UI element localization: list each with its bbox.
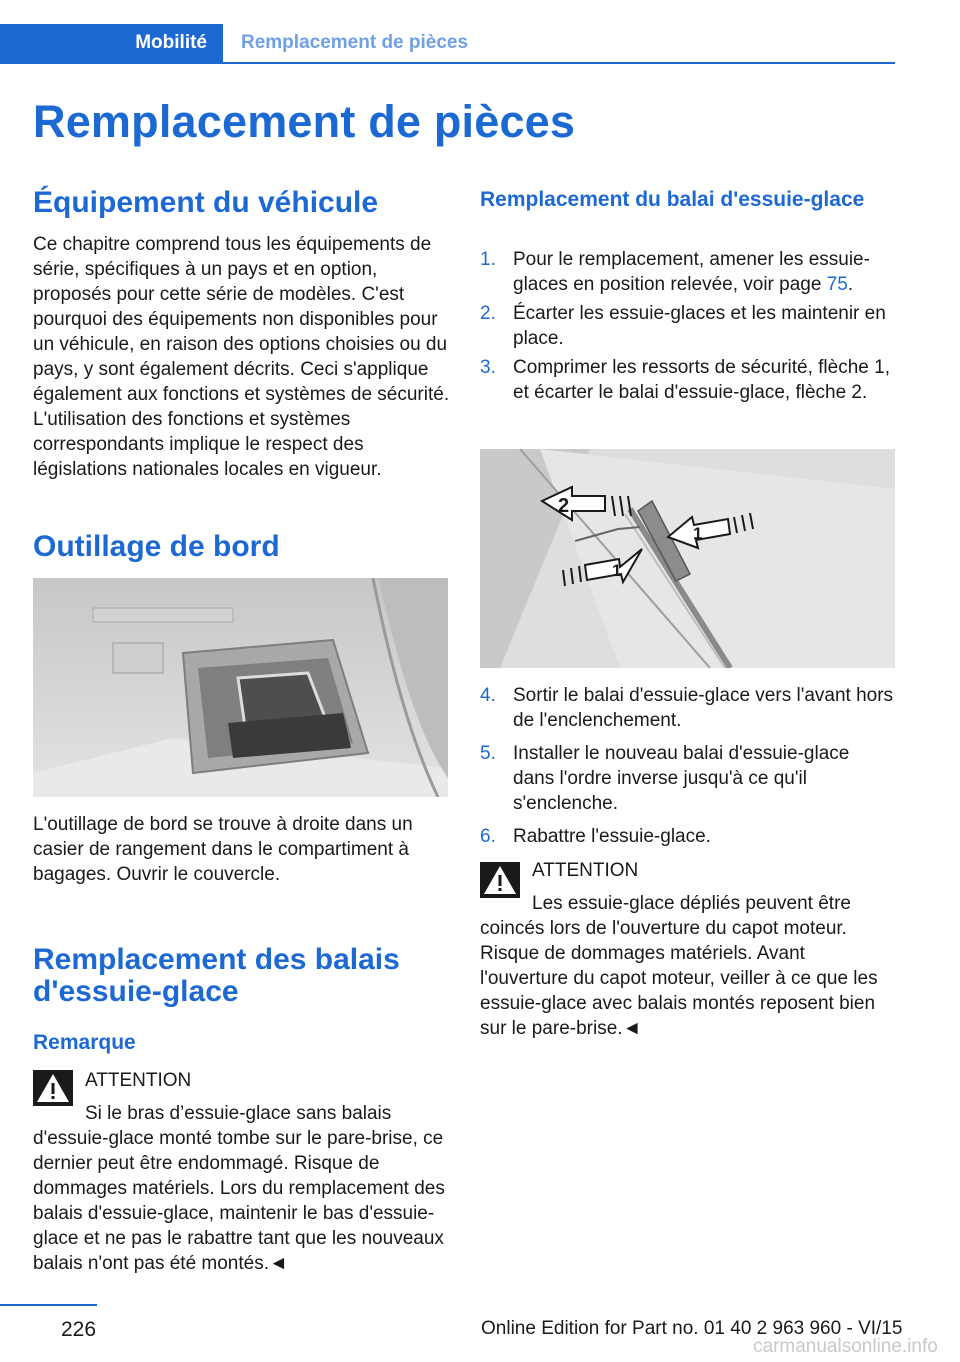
tools-text: L'outillage de bord se trouve à droite dans un casier de rangement dans le compartiment à bagages. Ouvrir le couvercle. [33, 814, 413, 885]
step-text-end: . [847, 274, 854, 295]
remark-heading: Remarque [33, 1031, 136, 1054]
section-tab[interactable]: Mobilité [0, 24, 223, 62]
chapter-tab[interactable]: Remplacement de pièces [241, 32, 469, 53]
equip-text: Ce chapitre comprend tous les équipements de série, spécifiques à un pays et en option, proposés pour cette série de modèles. C'est pourquoi des équipements non disponibles pour un véhicule, en raison des options choisies ou du pays, y sont également décrits. Ceci s'applique également aux fonctions et systèmes de sécurité. L'utilisation des fonctions et systèmes correspondants implique le respect des législations nationales locales en vigueur. [33, 234, 450, 480]
warning-title: ATTENTION [85, 1070, 192, 1091]
tools-heading: Outillage de bord [33, 530, 280, 563]
page-number: 226 [61, 1318, 97, 1341]
list-item [480, 247, 895, 297]
step-number: 1. [480, 249, 496, 270]
step-number: 5. [480, 743, 496, 764]
list-item [480, 683, 895, 733]
tool-compartment-figure [33, 578, 448, 797]
footer-rule [0, 1304, 97, 1306]
arrow-label-2: 2 [558, 495, 570, 517]
step-number: 6. [480, 826, 496, 847]
list-item [480, 301, 895, 351]
list-item [480, 355, 895, 405]
watermark: carmanualsonline.info [753, 1336, 938, 1357]
step-number: 4. [480, 685, 496, 706]
wiper-blade-heading: Remplacement du balai d'essuie-glace [480, 188, 865, 211]
wiper-blade-figure [480, 449, 895, 668]
step-text: Comprimer les ressorts de sécurité, flèche 1, et écarter le balai d'essuie-glace, flèche 2. [513, 357, 890, 403]
tool-compartment-illustration [33, 578, 448, 797]
step-text: Installer le nouveau balai d'essuie-glace dans l'ordre inverse jusqu'à ce qu'il s'enclenche. [513, 743, 850, 814]
warning-text-right: Les essuie-glace dépliés peuvent être coincés lors de l'ouverture du capot moteur. Risque de dommages matériels. Avant l'ouverture du capot moteur, veiller à ce que les essuie-glace avec balais montés reposent bien sur le pare-brise.◄ [480, 893, 878, 1039]
steps-list-a [480, 247, 895, 405]
arrow-label-1a: 1 [612, 561, 622, 580]
warning-title-right: ATTENTION [532, 860, 639, 881]
arrow-label-1b: 1 [693, 524, 703, 543]
steps-list-b [480, 683, 895, 849]
step-text: Écarter les essuie-glaces et les maintenir en place. [513, 303, 886, 349]
page-title: Remplacement de pièces [33, 96, 576, 147]
equip-heading: Équipement du véhicule [33, 186, 379, 219]
step-text: Sortir le balai d'essuie-glace vers l'avant hors de l'enclenchement. [513, 685, 894, 731]
list-item [480, 741, 895, 816]
step-text: Rabattre l'essuie-glace. [513, 826, 711, 847]
list-item [480, 824, 895, 849]
wiper-heading: Remplacement des balais d'essuie-glace [33, 943, 400, 1008]
step-text: Pour le remplacement, amener les essuie-glaces en position relevée, voir page [513, 249, 870, 295]
page-link[interactable]: 75 [826, 274, 848, 295]
step-number: 2. [480, 303, 496, 324]
wiper-blade-illustration [480, 449, 895, 668]
edition-note: Online Edition for Part no. 01 40 2 963 960 - VI/15 [481, 1318, 903, 1339]
step-number: 3. [480, 357, 496, 378]
warning-text: Si le bras d’essuie-glace sans balais d'essuie-glace monté tombe sur le pare-brise, ce dernier peut être endommagé. Risque de dommages matériels. Lors du remplacement des balais d'essuie-glace, maintenir le bas d'essuie-glace et ne pas le rabattre tant que les nouveaux balais n'ont pas été montés.◄ [33, 1103, 445, 1274]
